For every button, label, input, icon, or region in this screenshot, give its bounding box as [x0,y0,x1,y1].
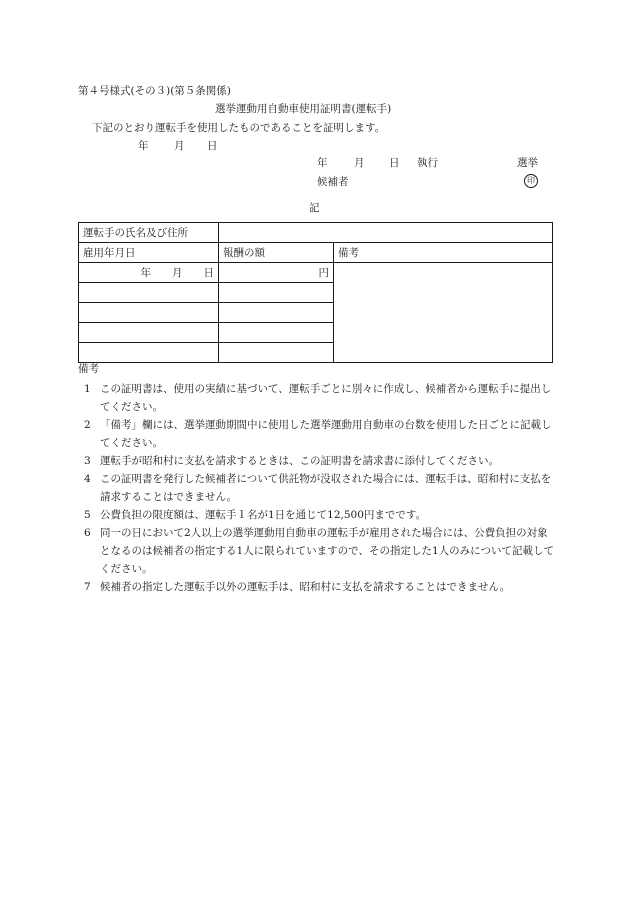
hire-date-cell[interactable] [79,323,219,343]
certification-statement: 下記のとおり運転手を使用したものであることを証明します。 [92,122,386,134]
note-number: 1 [84,383,91,395]
fee-cell[interactable] [219,303,334,323]
fee-cell[interactable]: 円 [219,263,334,283]
fee-header: 報酬の額 [219,243,334,263]
note-number: 6 [84,527,91,539]
driver-usage-table [78,222,553,363]
note-item [84,380,554,416]
issue-date-month: 月 [174,140,185,152]
issue-date-day: 日 [207,140,218,152]
election-held-label: 執行 [417,157,438,169]
note-item [84,506,554,524]
hire-date-cell[interactable] [79,303,219,323]
seal-mark: 印 [524,174,538,188]
hire-date-cell[interactable] [79,343,219,363]
document-title: 選挙運動用自動車使用証明書(運転手) [215,103,392,115]
fee-cell[interactable] [219,323,334,343]
note-text: この証明書は、使用の実績に基づいて、運転手ごとに別々に作成し、候補者から運転手に提出してください。 [100,383,552,413]
remarks-header: 備考 [334,243,553,263]
note-number: 3 [84,455,91,467]
table-header-row [79,243,553,263]
hire-date-cell[interactable] [79,283,219,303]
election-year: 年 [317,157,328,169]
note-text: 「備考」欄には、選挙運動期間中に使用した選挙運動用自動車の台数を使用した日ごとに記載してください。 [100,419,552,449]
candidate-label: 候補者 [317,176,349,188]
election-day: 日 [389,157,400,169]
note-text: 同一の日において2人以上の選挙運動用自動車の運転手が雇用された場合には、公費負担の対象となるのは候補者の指定する1人に限られていますので、その指定した1人のみについて記載してください。 [100,527,554,575]
notes-heading: 備考 [78,363,99,375]
note-number: 4 [84,473,91,485]
note-text: 公費負担の限度額は、運転手１名が1日を通じて12,500円までです。 [100,509,427,521]
ki-heading: 記 [309,202,320,214]
remarks-cell[interactable] [334,263,553,363]
hire-date-cell[interactable]: 年 月 日 [79,263,219,283]
hire-date-header: 雇用年月日 [79,243,219,263]
driver-name-row [79,223,553,243]
note-item [84,578,554,596]
form-number: 第４号様式(その３)(第５条関係) [78,85,231,97]
note-item [84,470,554,506]
note-item [84,452,554,470]
note-item [84,416,554,452]
fee-cell[interactable] [219,343,334,363]
note-item [84,524,554,578]
note-number: 7 [84,581,91,593]
note-text: 運転手が昭和村に支払を請求するときは、この証明書を請求書に添付してください。 [100,455,499,467]
note-text: この証明書を発行した候補者について供託物が没収された場合には、運転手は、昭和村に支払を請求することはできません。 [100,473,552,503]
driver-name-label: 運転手の氏名及び住所 [79,223,219,243]
note-number: 5 [84,509,91,521]
issue-date-year: 年 [138,140,149,152]
table-row [79,263,553,283]
election-label: 選挙 [517,157,538,169]
fee-cell[interactable] [219,283,334,303]
notes-list [84,380,554,596]
election-month: 月 [354,157,365,169]
note-number: 2 [84,419,91,431]
note-text: 候補者の指定した運転手以外の運転手は、昭和村に支払を請求することはできません。 [100,581,511,593]
driver-name-field[interactable] [219,223,553,243]
